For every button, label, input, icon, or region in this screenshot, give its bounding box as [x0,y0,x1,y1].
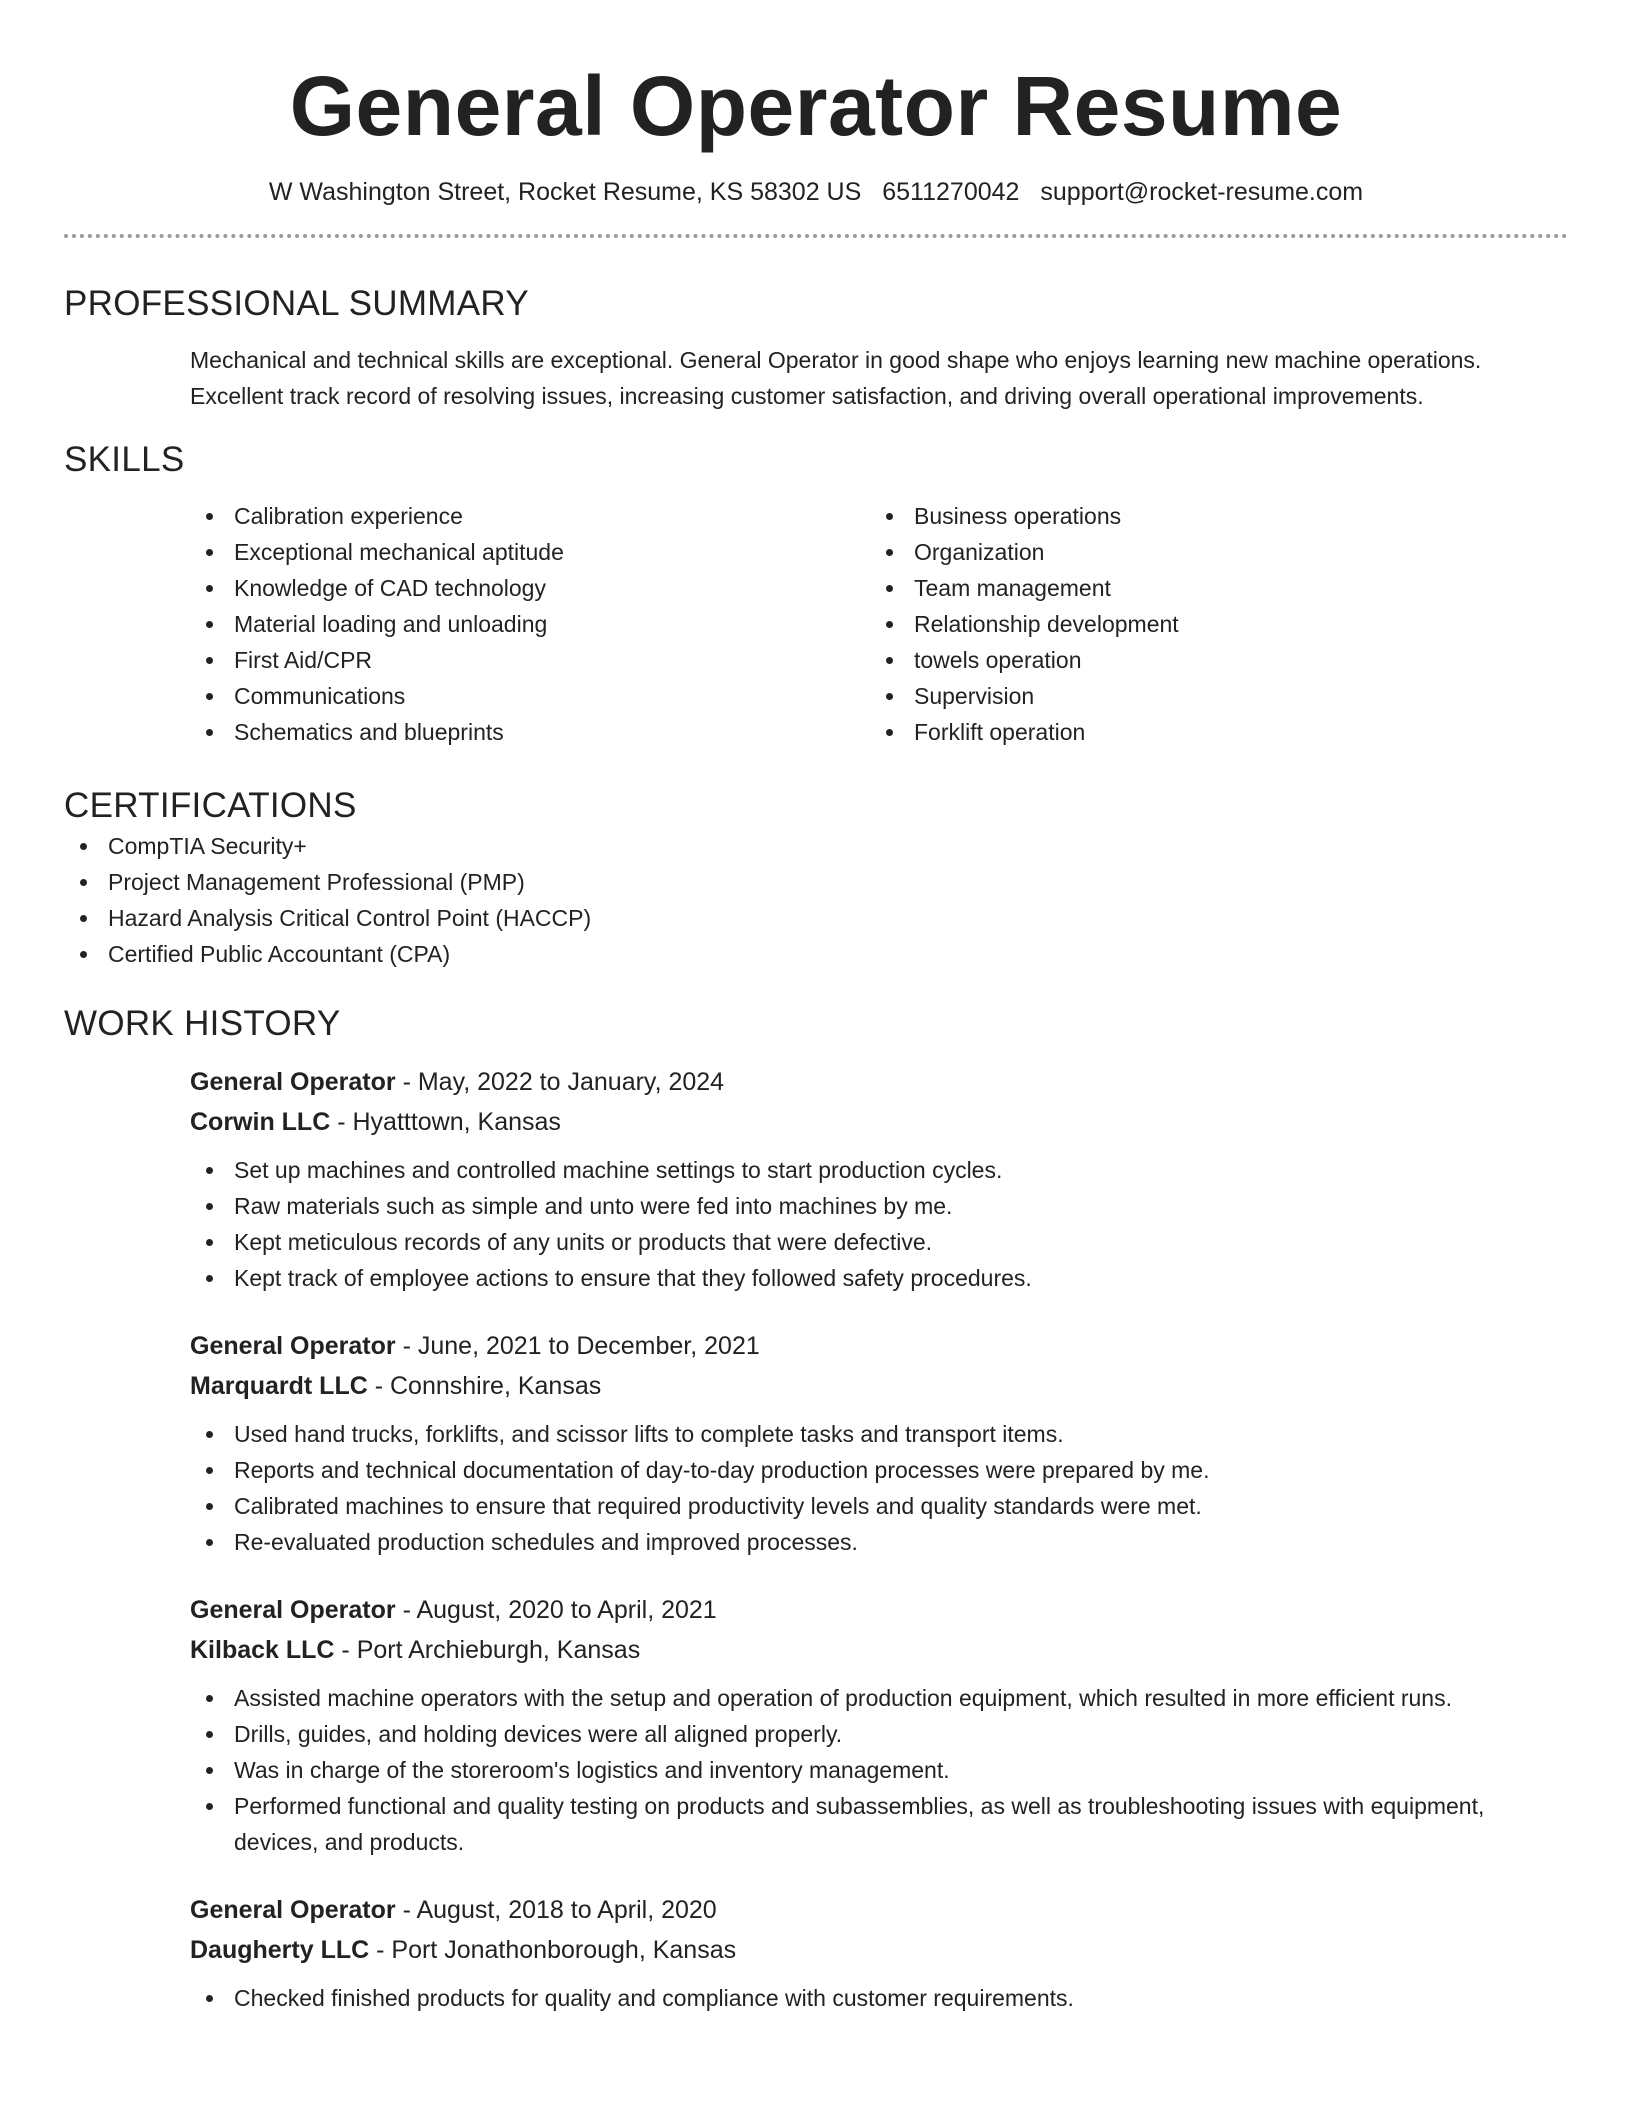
job-location: - Hyatttown, Kansas [330,1108,561,1136]
job-entry [190,1062,1568,1296]
skill-item: First Aid/CPR [190,642,870,678]
skills-heading: SKILLS [64,440,185,479]
job-duties-list [190,1980,1568,2016]
job-dates: - May, 2022 to January, 2024 [395,1068,725,1096]
skill-item: Organization [870,534,1550,570]
job-company-line [190,1930,1568,1970]
job-location: - Port Jonathonborough, Kansas [369,1936,737,1964]
job-title-line [190,1062,1568,1102]
job-title: General Operator [190,1896,396,1924]
job-company: Marquardt LLC [190,1372,368,1400]
skill-item: Team management [870,570,1550,606]
job-title-line [190,1890,1568,1930]
certification-item: CompTIA Security+ [64,828,1568,864]
certification-item: Hazard Analysis Critical Control Point (HACCP) [64,900,1568,936]
certifications-list [64,828,1568,972]
skill-item: Business operations [870,498,1550,534]
job-duty: Checked finished products for quality and compliance with customer requirements. [190,1980,1568,2016]
summary-text: Mechanical and technical skills are exceptional. General Operator in good shape who enjoys learning new machine operations. Excellent track record of resolving issues, increasing customer satisfaction, and driving overall operational improvements. [190,347,1482,409]
job-duties-list [190,1416,1568,1560]
job-company-line [190,1630,1568,1670]
header-divider [64,234,1568,238]
certification-item: Certified Public Accountant (CPA) [64,936,1568,972]
summary-heading: PROFESSIONAL SUMMARY [64,284,529,323]
job-duty: Performed functional and quality testing on products and subassemblies, as well as troubleshooting issues with equipment, devices, and products. [190,1788,1568,1860]
skill-item: Material loading and unloading [190,606,870,642]
job-title: General Operator [190,1068,396,1096]
job-duty: Re-evaluated production schedules and improved processes. [190,1524,1568,1560]
contact-line [64,176,1568,208]
skill-item: Knowledge of CAD technology [190,570,870,606]
skill-item: Supervision [870,678,1550,714]
job-location: - Connshire, Kansas [367,1372,602,1400]
job-company: Daugherty LLC [190,1936,370,1964]
job-company-line [190,1102,1568,1142]
skill-item: Exceptional mechanical aptitude [190,534,870,570]
skills-list-left [190,498,870,750]
job-duty: Set up machines and controlled machine settings to start production cycles. [190,1152,1568,1188]
job-location: - Port Archieburgh, Kansas [334,1636,641,1664]
job-duty: Calibrated machines to ensure that required productivity levels and quality standards were met. [190,1488,1568,1524]
job-duties-list [190,1680,1568,1860]
job-title: General Operator [190,1596,396,1624]
job-dates: - August, 2018 to April, 2020 [395,1896,717,1924]
skill-item: Communications [190,678,870,714]
certifications-heading: CERTIFICATIONS [64,786,357,825]
skills-columns [190,498,1568,750]
job-title: General Operator [190,1332,396,1360]
job-duty: Was in charge of the storeroom's logistics and inventory management. [190,1752,1568,1788]
job-entry [190,1590,1568,1860]
skill-item: Calibration experience [190,498,870,534]
job-entry [190,1890,1568,2016]
job-dates: - August, 2020 to April, 2021 [395,1596,717,1624]
job-title-line [190,1590,1568,1630]
skill-item: towels operation [870,642,1550,678]
job-entry [190,1326,1568,1560]
job-duty: Drills, guides, and holding devices were all aligned properly. [190,1716,1568,1752]
skill-item: Forklift operation [870,714,1550,750]
contact-email: support@rocket-resume.com [1040,178,1364,206]
job-company: Kilback LLC [190,1636,335,1664]
job-duty: Reports and technical documentation of day-to-day production processes were prepared by me. [190,1452,1568,1488]
job-duty: Kept track of employee actions to ensure that they followed safety procedures. [190,1260,1568,1296]
contact-address: W Washington Street, Rocket Resume, KS 58302 US [268,178,862,206]
contact-phone: 6511270042 [882,178,1020,206]
skill-item: Schematics and blueprints [190,714,870,750]
job-company: Corwin LLC [190,1108,331,1136]
certification-item: Project Management Professional (PMP) [64,864,1568,900]
job-duties-list [190,1152,1568,1296]
skills-list-right [870,498,1550,750]
job-company-line [190,1366,1568,1406]
job-duty: Used hand trucks, forklifts, and scissor lifts to complete tasks and transport items. [190,1416,1568,1452]
job-title-line [190,1326,1568,1366]
resume-title: General Operator Resume [289,59,1343,153]
skill-item: Relationship development [870,606,1550,642]
job-duty: Kept meticulous records of any units or products that were defective. [190,1224,1568,1260]
work-history-heading: WORK HISTORY [64,1004,341,1043]
job-duty: Assisted machine operators with the setup and operation of production equipment, which resulted in more efficient runs. [190,1680,1568,1716]
job-dates: - June, 2021 to December, 2021 [395,1332,760,1360]
job-duty: Raw materials such as simple and unto were fed into machines by me. [190,1188,1568,1224]
